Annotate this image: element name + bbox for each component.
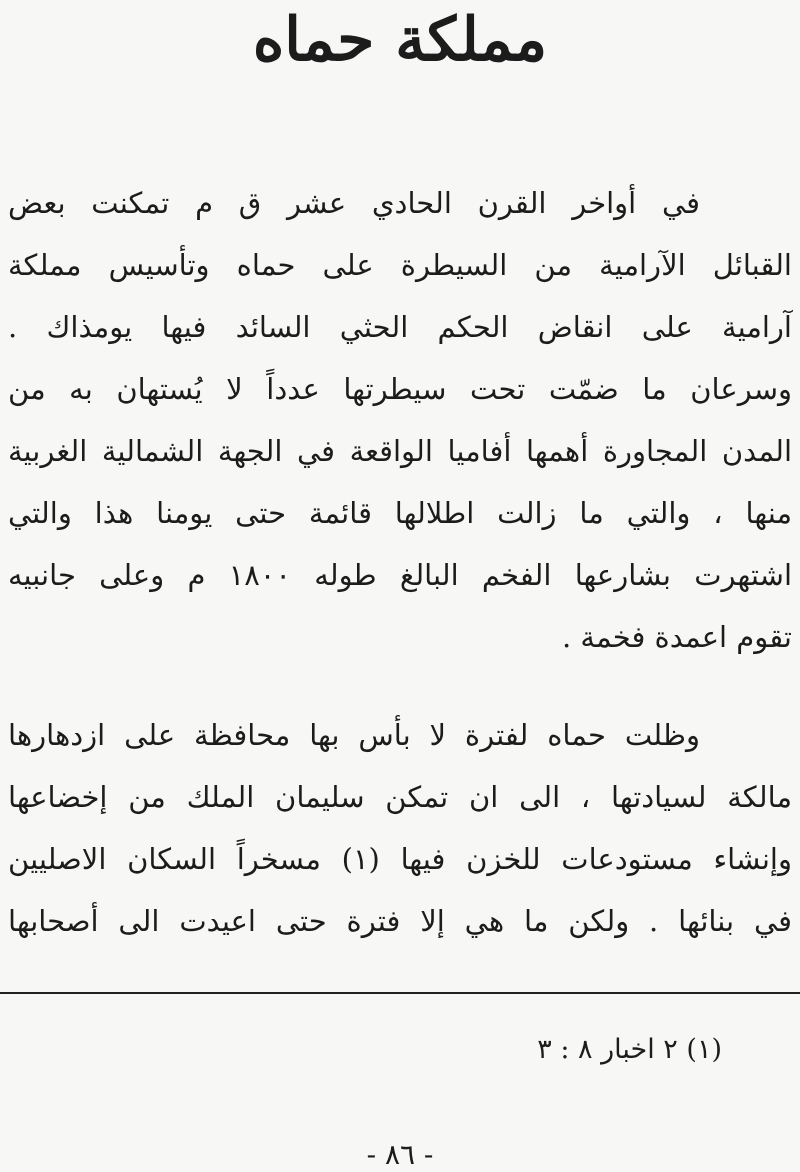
page-number: - ٨٦ -	[366, 1138, 434, 1171]
page-title: مملكة حماه	[252, 5, 548, 75]
text-line: وظلت حماه لفترة لا بأس بها محافظة على ازدهارها	[8, 718, 700, 752]
footnote-divider	[0, 992, 800, 994]
text-line: وإنشاء مستودعات للخزن فيها (١) مسخراً السكان الاصليين	[8, 842, 792, 876]
text-line: مالكة لسيادتها ، الى ان تمكن سليمان الملك من إخضاعها	[8, 780, 792, 814]
text-line: في بنائها . ولكن ما هي إلا فترة حتى اعيدت الى أصحابها	[8, 904, 792, 938]
text-line: المدن المجاورة أهمها أفاميا الواقعة في الجهة الشمالية الغربية	[8, 434, 792, 468]
text-line: وسرعان ما ضمّت تحت سيطرتها عدداً لا يُستهان به من	[8, 372, 792, 406]
paragraph-2	[8, 704, 792, 952]
text-line: اشتهرت بشارعها الفخم البالغ طوله ١٨٠٠ م وعلى جانبيه	[8, 558, 792, 592]
text-line: في أواخر القرن الحادي عشر ق م تمكنت بعض	[8, 186, 700, 220]
footnote: (١) ٢ اخبار ٨ : ٣	[537, 1034, 722, 1065]
paragraph-1	[8, 172, 792, 668]
text-line: تقوم اعمدة فخمة .	[562, 620, 792, 654]
text-line: آرامية على انقاض الحكم الحثي السائد فيها يومذاك .	[8, 310, 792, 344]
text-line: القبائل الآرامية من السيطرة على حماه وتأسيس مملكة	[8, 248, 792, 282]
text-line: منها ، والتي ما زالت اطلالها قائمة حتى يومنا هذا والتي	[8, 496, 792, 530]
